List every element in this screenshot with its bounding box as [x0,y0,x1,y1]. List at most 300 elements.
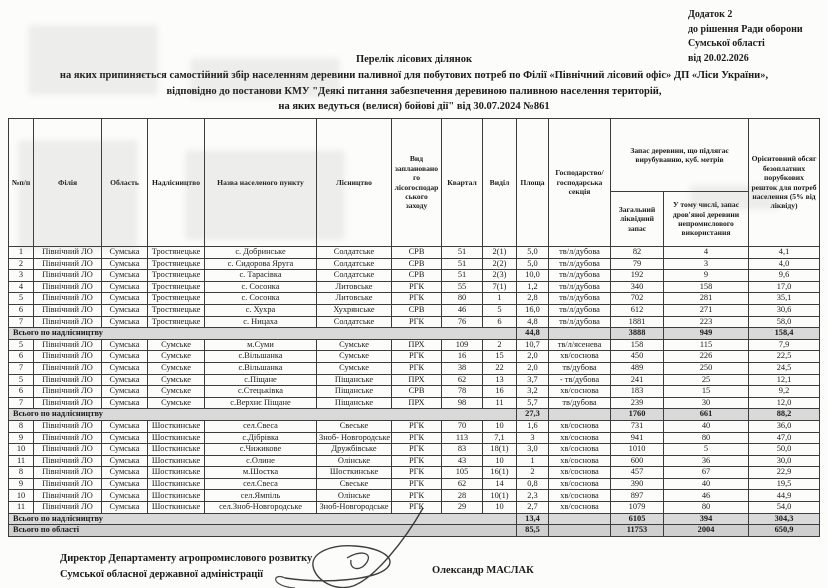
cell: Сумське [148,374,205,386]
cell: 55 [442,281,483,293]
cell: 7(1) [483,281,517,293]
cell: 5 [9,339,34,351]
cell: м.Суми [205,339,317,351]
cell: 1079 [611,502,664,514]
cell: 35,1 [749,293,820,305]
cell: 80 [664,432,749,444]
cell: СРВ [392,258,442,270]
cell: Шосткинське [148,490,205,502]
cell: 19,5 [749,478,820,490]
cell: 6 [483,316,517,328]
cell: 223 [664,316,749,328]
col-header-vydil: Виділ [483,119,517,247]
title-line: на яких ведуться (велися) бойові дії" від 30.07.2024 №861 [278,101,550,113]
cell: тв/дубова [549,397,611,409]
cell: 46 [442,304,483,316]
col-header-filiya: Філія [34,119,102,247]
col-header-ploshcha: Площа [517,119,549,247]
cell: 5,0 [517,258,549,270]
cell: Сумське [148,397,205,409]
cell: 51 [442,247,483,259]
cell: 18(1) [483,444,517,456]
cell: Північний ЛО [34,502,102,514]
cell: с. Сидорова Яруга [205,258,317,270]
cell: Північний ЛО [34,478,102,490]
scan-artifact [185,150,345,240]
cell: сел.Свеса [205,420,317,432]
cell: Сумська [102,502,148,514]
cell: - тв/дубова [549,374,611,386]
cell: тв/л/дубова [549,247,611,259]
cell: 11 [9,455,34,467]
total-residues: 304,3 [749,513,820,525]
cell: 271 [664,304,749,316]
cell: 47,0 [749,432,820,444]
cell: 9 [664,270,749,282]
cell: РГК [392,455,442,467]
cell: 51 [442,258,483,270]
cell: 62 [442,374,483,386]
table-row [9,444,820,456]
cell: Північний ЛО [34,247,102,259]
cell: 16 [483,386,517,398]
cell: 40 [664,420,749,432]
cell: Північний ЛО [34,339,102,351]
table-row [9,362,820,374]
cell: с.Олине [205,455,317,467]
total-label: Всього по області [9,525,517,537]
cell: 12,1 [749,374,820,386]
cell: РГК [392,490,442,502]
cell: 2(2) [483,258,517,270]
cell: хв/соснова [549,432,611,444]
total-liquid-stock: 11753 [611,525,664,537]
cell: хв/соснова [549,444,611,456]
scan-artifact [18,140,138,250]
cell: 22,5 [749,351,820,363]
cell: 44,9 [749,490,820,502]
cell: Північний ЛО [34,316,102,328]
cell: 1,2 [517,281,549,293]
cell: Солдатське [317,258,392,270]
cell: Сумське [317,339,392,351]
cell: Північний ЛО [34,455,102,467]
signer-name: Олександр МАСЛАК [432,565,534,576]
cell: Тростянецьке [148,270,205,282]
title-line: відповідно до постанови КМУ "Деякі питання забезпечення деревиною паливною населення територій, [166,85,662,97]
cell: Тростянецьке [148,293,205,305]
cell: РГК [392,467,442,479]
col-header-zapas-group: Запас деревини, що підлягає вирубуванню, куб. метрів [611,119,749,192]
signer-position-line: Сумської обласної державної адміністрації [60,568,264,580]
cell: Сумська [102,293,148,305]
cell: 1 [483,293,517,305]
cell: хв/соснова [549,420,611,432]
cell: 5 [483,304,517,316]
cell: Солдатське [317,247,392,259]
cell: 0,8 [517,478,549,490]
cell: Шосткинське [148,478,205,490]
cell: с.Стецьківка [205,386,317,398]
cell: хв/соснова [549,478,611,490]
cell: 36 [664,455,749,467]
cell: СРВ [392,247,442,259]
cell: сел.Свеса [205,478,317,490]
table-row [9,293,820,305]
cell: 457 [611,467,664,479]
total-residues: 88,2 [749,409,820,421]
cell: хв/соснова [549,386,611,398]
total-firewood-stock: 2004 [664,525,749,537]
cell: Свеське [317,420,392,432]
cell: 10,7 [517,339,549,351]
cell: 30 [664,397,749,409]
scan-artifact [690,185,780,210]
cell: Сумська [102,420,148,432]
cell: сел.Зноб-Новгородське [205,502,317,514]
cell: 390 [611,478,664,490]
cell: 7 [9,362,34,374]
total-label: Всього по надлісництву [9,328,517,340]
cell: Північний ЛО [34,351,102,363]
col-header-activity: Вид запланованого лісогосподарського заходу [392,119,442,247]
cell: с. Сосонка [205,281,317,293]
cell: хв/соснова [549,467,611,479]
cell: ПРХ [392,339,442,351]
signer-position-line: Директор Департаменту агропромислового розвитку [60,553,313,564]
cell: Олінське [317,490,392,502]
cell: 62 [442,478,483,490]
cell: 40 [664,478,749,490]
cell: 897 [611,490,664,502]
cell: 58,0 [749,316,820,328]
cell: ПРХ [392,397,442,409]
cell: Шосткинське [148,502,205,514]
section-total-row [9,328,820,340]
cell: тв/л/дубова [549,258,611,270]
cell: 4,1 [749,247,820,259]
cell: Зноб-Новгородське [317,502,392,514]
cell: 3,7 [517,374,549,386]
table-row [9,455,820,467]
cell: Північний ЛО [34,362,102,374]
cell: 25 [664,374,749,386]
cell: 158 [664,281,749,293]
cell: Північний ЛО [34,270,102,282]
cell: хв/соснова [549,351,611,363]
cell: 7 [9,397,34,409]
cell: тв/л/ясенева [549,339,611,351]
cell: 22,9 [749,467,820,479]
cell: 1,6 [517,420,549,432]
total-liquid-stock: 1760 [611,409,664,421]
cell: 10,0 [517,270,549,282]
cell: Північний ЛО [34,258,102,270]
cell: Тростянецьке [148,316,205,328]
cell: 16 [442,351,483,363]
table-row [9,316,820,328]
cell: 12,0 [749,397,820,409]
cell: 4,8 [517,316,549,328]
cell: 9 [9,432,34,444]
cell: 43 [442,455,483,467]
cell: Шосткинське [148,455,205,467]
cell: Північний ЛО [34,432,102,444]
cell: 2 [517,467,549,479]
cell: Шосткинське [148,467,205,479]
cell: хв/соснова [549,490,611,502]
cell: с.Чижикове [205,444,317,456]
cell: 16(1) [483,467,517,479]
cell: 4 [9,281,34,293]
cell: с. Тарасівка [205,270,317,282]
total-liquid-stock: 6105 [611,513,664,525]
cell: 46 [664,490,749,502]
cell: 30,6 [749,304,820,316]
cell: Сумська [102,455,148,467]
cell: 2 [483,339,517,351]
cell: РГК [392,316,442,328]
scan-artifact [190,58,340,98]
cell: 51 [442,270,483,282]
table-row [9,281,820,293]
cell: Сумська [102,490,148,502]
cell: 98 [442,397,483,409]
cell: 3,0 [517,444,549,456]
cell: Сумська [102,316,148,328]
cell: тв/л/дубова [549,270,611,282]
cell: Сумське [148,351,205,363]
cell: хв/соснова [549,455,611,467]
cell: 28 [442,490,483,502]
table-row [9,304,820,316]
cell: 612 [611,304,664,316]
cell: 8 [9,467,34,479]
total-label: Всього по надлісництву [9,513,517,525]
cell: 2(1) [483,247,517,259]
cell: Піщанське [317,386,392,398]
title-line: Перелік лісових ділянок [355,54,472,65]
cell: 9,2 [749,386,820,398]
cell: с.Верхнє Піщане [205,397,317,409]
cell: 10 [483,502,517,514]
cell: 30,0 [749,455,820,467]
cell: 250 [664,362,749,374]
table-body [9,247,820,537]
cell: Тростянецьке [148,304,205,316]
cell: Північний ЛО [34,281,102,293]
table-row [9,432,820,444]
section-total-row [9,409,820,421]
annotation-line: Сумської області [688,38,765,49]
cell: РГК [392,420,442,432]
col-header-hospodarstvo: Господарство/ господарська секція [549,119,611,247]
cell: Литовське [317,281,392,293]
cell: с.Вільшанка [205,362,317,374]
cell: 340 [611,281,664,293]
cell: 6 [9,386,34,398]
cell: 2 [9,258,34,270]
cell: 15 [664,386,749,398]
cell: Сумське [317,351,392,363]
table-row [9,270,820,282]
col-header-zapas-liquid: Загальний ліквідний запас [611,192,664,247]
col-header-nadlisnytstvo: Надлісництво [148,119,205,247]
cell: Тростянецьке [148,281,205,293]
cell: 4 [664,247,749,259]
table-row [9,339,820,351]
cell: 1 [517,455,549,467]
cell: 9,6 [749,270,820,282]
total-label: Всього по надлісництву [9,409,517,421]
total-firewood-stock: 394 [664,513,749,525]
col-header-num: №п/п [9,119,34,247]
cell: Північний ЛО [34,304,102,316]
cell: 11 [9,502,34,514]
scan-artifact [28,25,158,95]
cell: с. Хухра [205,304,317,316]
cell: РГК [392,432,442,444]
total-empty [549,525,611,537]
cell: 192 [611,270,664,282]
cell: 7,1 [483,432,517,444]
cell: Олінське [317,455,392,467]
cell: 241 [611,374,664,386]
cell: 10(1) [483,490,517,502]
cell: Сумська [102,467,148,479]
cell: 3 [517,432,549,444]
cell: РГК [392,293,442,305]
cell: Сумська [102,478,148,490]
cell: 29 [442,502,483,514]
cell: Сумська [102,258,148,270]
cell: тв/л/дубова [549,316,611,328]
cell: хв/соснова [549,502,611,514]
cell: 79 [611,258,664,270]
annotation-line: Додаток 2 [688,9,733,20]
cell: Сумська [102,304,148,316]
cell: 3 [664,258,749,270]
cell: 226 [664,351,749,363]
cell: 76 [442,316,483,328]
cell: Сумська [102,339,148,351]
cell: Сумська [102,351,148,363]
cell: 115 [664,339,749,351]
table-row [9,467,820,479]
total-empty [549,328,611,340]
cell: 600 [611,455,664,467]
cell: 16,0 [517,304,549,316]
cell: 36,0 [749,420,820,432]
cell: с.Дібрівка [205,432,317,444]
cell: 10 [9,444,34,456]
total-residues: 158,4 [749,328,820,340]
cell: Сумська [102,432,148,444]
cell: РГК [392,281,442,293]
cell: 78 [442,386,483,398]
table-row [9,420,820,432]
cell: 1010 [611,444,664,456]
annotation-line: до рішення Ради оборони [688,23,803,35]
table-row [9,397,820,409]
cell: РГК [392,478,442,490]
cell: Шосткинське [317,467,392,479]
cell: 15 [483,351,517,363]
cell: 13 [483,374,517,386]
table-row [9,258,820,270]
total-area: 85,5 [517,525,549,537]
cell: 80 [442,293,483,305]
cell: РГК [392,502,442,514]
cell: 2,7 [517,502,549,514]
cell: Північний ЛО [34,490,102,502]
cell: Дружбівське [317,444,392,456]
title-line: на яких припиняється самостійний збір населенням деревини паливної для побутових потреб по Філії «Північний лісовий офіс» ДП «Ліси України», [59,69,769,81]
cell: СРВ [392,270,442,282]
cell: 2,0 [517,351,549,363]
cell: 5 [664,444,749,456]
cell: 8 [9,420,34,432]
cell: 158 [611,339,664,351]
document-annotation [688,8,823,66]
cell: 11 [483,397,517,409]
cell: СРВ [392,304,442,316]
cell: Зноб- Новгородське [317,432,392,444]
cell: 109 [442,339,483,351]
cell: Сумське [148,386,205,398]
total-firewood-stock: 661 [664,409,749,421]
cell: Північний ЛО [34,420,102,432]
cell: Тростянецьке [148,258,205,270]
total-area: 13,4 [517,513,549,525]
cell: с. Добринське [205,247,317,259]
cell: 17,0 [749,281,820,293]
col-header-settlement: Назва населеного пункту [205,119,317,247]
cell: Хухрянське [317,304,392,316]
cell: РГК [392,444,442,456]
cell: Шосткинське [148,432,205,444]
cell: Тростянецьке [148,247,205,259]
cell: Солдатське [317,316,392,328]
cell: 731 [611,420,664,432]
cell: Північний ЛО [34,293,102,305]
cell: Шосткинське [148,444,205,456]
table-row [9,386,820,398]
cell: 80 [664,502,749,514]
cell: СРВ [392,386,442,398]
cell: 4,0 [749,258,820,270]
cell: 83 [442,444,483,456]
cell: Північний ЛО [34,467,102,479]
cell: 5,0 [517,247,549,259]
cell: Сумська [102,374,148,386]
cell: 22 [483,362,517,374]
cell: 6 [9,351,34,363]
cell: Піщанське [317,374,392,386]
cell: Сумське [148,339,205,351]
cell: 105 [442,467,483,479]
table-row [9,374,820,386]
cell: 941 [611,432,664,444]
cell: Сумське [317,362,392,374]
annotation-line: від 20.02.2026 [688,52,749,64]
total-firewood-stock: 949 [664,328,749,340]
cell: Сумська [102,444,148,456]
cell: Шосткинське [148,420,205,432]
cell: 2,3 [517,490,549,502]
cell: 14 [483,478,517,490]
cell: 10 [9,490,34,502]
